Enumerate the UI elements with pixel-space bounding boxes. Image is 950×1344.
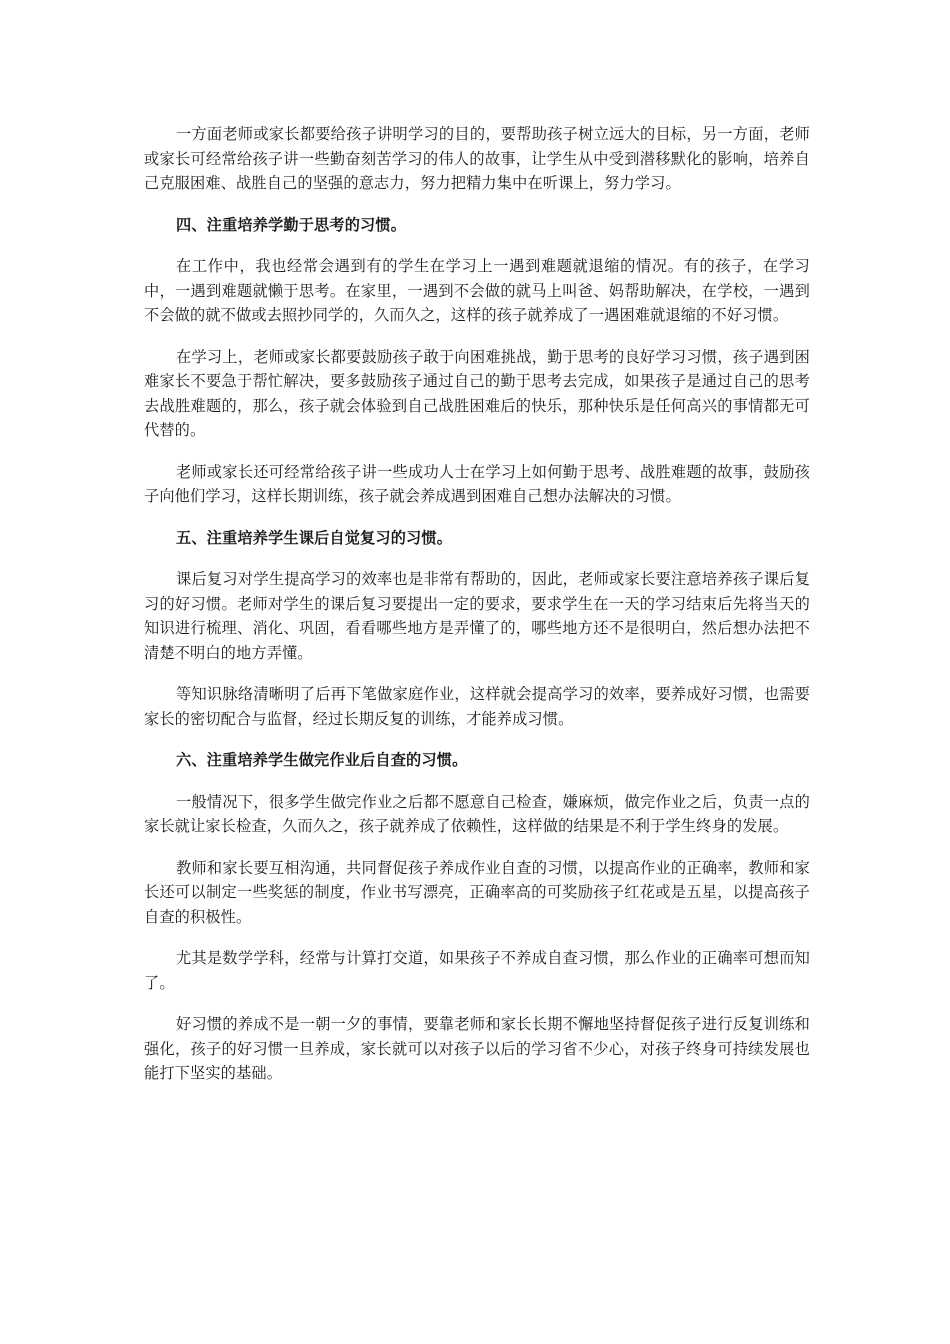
paragraph-10: 好习惯的养成不是一朝一夕的事情，要靠老师和家长长期不懈地坚持督促孩子进行反复训练和强化，孩子的好习惯一旦养成，家长就可以对孩子以后的学习省不少心，对孩子终身可持续发展也能打下坚实的基础。 [144, 1015, 810, 1082]
paragraph-2: 在工作中，我也经常会遇到有的学生在学习上一遇到难题就退缩的情况。有的孩子，在学习中，一遇到难题就懒于思考。在家里，一遇到不会做的就马上叫爸、妈帮助解决，在学校，一遇到不会做的就不做或去照抄同学的，久而久之，这样的孩子就养成了一遇困难就退缩的不好习惯。 [144, 257, 810, 324]
paragraph-5: 课后复习对学生提高学习的效率也是非常有帮助的，因此，老师或家长要注意培养孩子课后复习的好习惯。老师对学生的课后复习要提出一定的要求，要求学生在一天的学习结束后先将当天的知识进行梳理、消化、巩固，看看哪些地方是弄懂了的，哪些地方还不是很明白，然后想办法把不清楚不明白的地方弄懂。 [144, 570, 810, 662]
paragraph-1: 一方面老师或家长都要给孩子讲明学习的目的，要帮助孩子树立远大的目标，另一方面，老师或家长可经常给孩子讲一些勤奋刻苦学习的伟人的故事，让学生从中受到潜移默化的影响，培养自己克服困难、战胜自己的坚强的意志力，努力把精力集中在听课上，努力学习。 [144, 125, 810, 192]
document-body [144, 122, 810, 1103]
paragraph-4: 老师或家长还可经常给孩子讲一些成功人士在学习上如何勤于思考、战胜难题的故事，鼓励孩子向他们学习，这样长期训练，孩子就会养成遇到困难自己想办法解决的习惯。 [144, 462, 810, 505]
section-heading-6: 六、注重培养学生做完作业后自查的习惯。 [176, 751, 468, 769]
section-heading-4: 四、注重培养学勤于思考的习惯。 [176, 215, 407, 234]
paragraph-9: 尤其是数学学科，经常与计算打交道，如果孩子不养成自查习惯，那么作业的正确率可想而知了。 [144, 949, 810, 992]
paragraph-8: 教师和家长要互相沟通，共同督促孩子养成作业自查的习惯，以提高作业的正确率，教师和家长还可以制定一些奖惩的制度，作业书写漂亮，正确率高的可奖励孩子红花或是五星，以提高孩子自查的积极性。 [144, 858, 810, 926]
section-heading-5: 五、注重培养学生课后自觉复习的习惯。 [176, 528, 453, 547]
paragraph-3: 在学习上，老师或家长都要鼓励孩子敢于向困难挑战，勤于思考的良好学习习惯，孩子遇到困难家长不要急于帮忙解决，要多鼓励孩子通过自己的勤于思考去完成，如果孩子是通过自己的思考去战胜难题的，那么，孩子就会体验到自己战胜困难后的快乐，那种快乐是任何高兴的事情都无可代替的。 [144, 347, 810, 439]
paragraph-7: 一般情况下，很多学生做完作业之后都不愿意自己检查，嫌麻烦，做完作业之后，负责一点的家长就让家长检查，久而久之，孩子就养成了依赖性，这样做的结果是不利于学生终身的发展。 [144, 792, 810, 835]
paragraph-6: 等知识脉络清晰明了后再下笔做家庭作业，这样就会提高学习的效率，要养成好习惯，也需要家长的密切配合与监督，经过长期反复的训练，才能养成习惯。 [144, 685, 810, 728]
